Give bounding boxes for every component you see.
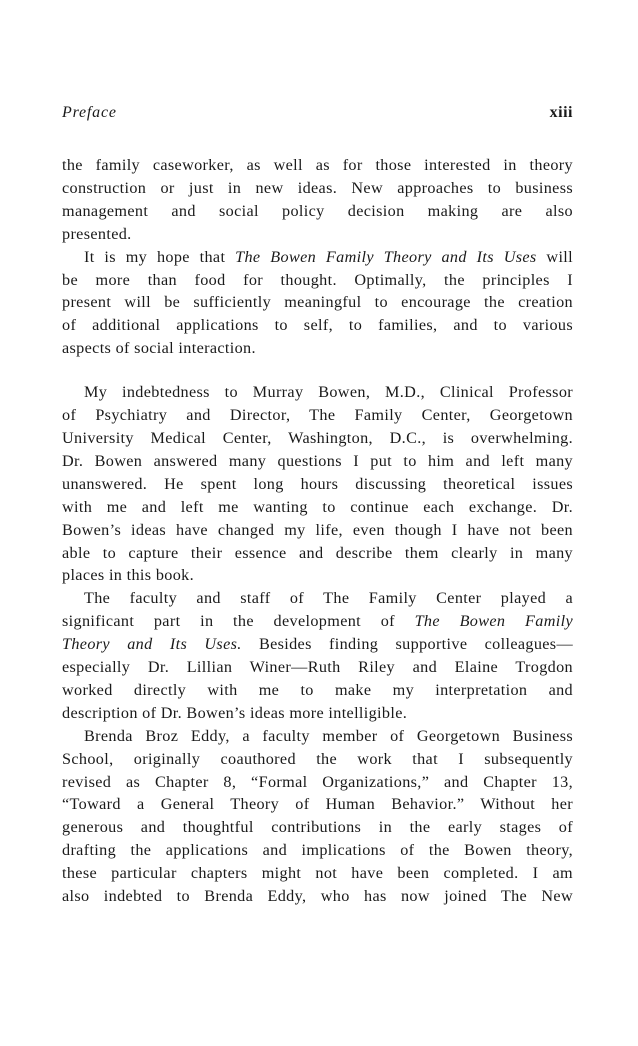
text-line: places in this book. bbox=[62, 566, 194, 585]
text-line: presented. bbox=[62, 224, 132, 243]
text-line: worked directly with me to make my interpretation and bbox=[62, 680, 573, 699]
text-line: also indebted to Brenda Eddy, who has now joined The New bbox=[62, 887, 573, 906]
text-line: The faculty and staff of The Family Center played a bbox=[84, 589, 573, 608]
text-line bbox=[62, 633, 573, 656]
text-line: the family caseworker, as well as for those interested in theory bbox=[62, 156, 573, 174]
text-line: be more than food for thought. Optimally, the principles I bbox=[62, 270, 573, 289]
paragraph bbox=[62, 246, 573, 361]
line-content: It is my hope that The Bowen Family Theory and Its Uses will bbox=[84, 247, 574, 266]
text-line bbox=[62, 610, 573, 633]
running-head bbox=[62, 104, 573, 130]
text-line: these particular chapters might not have been completed. I am bbox=[62, 864, 573, 883]
paragraph-gap bbox=[62, 360, 573, 381]
page-number: xiii bbox=[549, 104, 573, 121]
text-line: generous and thoughtful contributions in the early stages of bbox=[62, 818, 573, 837]
text-line: management and social policy decision making are also bbox=[62, 201, 573, 220]
paragraph bbox=[62, 587, 573, 724]
book-title: The Bowen Family bbox=[414, 612, 574, 631]
text-line: able to capture their essence and describe them clearly in many bbox=[62, 543, 573, 562]
text-line: University Medical Center, Washington, D.C., is overwhelming. bbox=[62, 428, 573, 447]
paragraph bbox=[62, 154, 573, 246]
running-head-title: Preface bbox=[62, 104, 117, 121]
text-line: School, originally coauthored the work that I subsequently bbox=[62, 749, 573, 768]
text-line: of additional applications to self, to families, and to various bbox=[62, 316, 573, 335]
text-line: present will be sufficiently meaningful to encourage the creation bbox=[62, 293, 573, 312]
text-line: revised as Chapter 8, “Formal Organizations,” and Chapter 13, bbox=[62, 772, 573, 791]
text-line: with me and left me wanting to continue each exchange. Dr. bbox=[62, 497, 573, 516]
text-line: of Psychiatry and Director, The Family Center, Georgetown bbox=[62, 406, 573, 425]
paragraph bbox=[62, 725, 573, 908]
text-line: Bowen’s ideas have changed my life, even though I have not been bbox=[62, 520, 573, 539]
book-title: Theory and Its Uses. bbox=[62, 635, 242, 654]
text-line: description of Dr. Bowen’s ideas more intelligible. bbox=[62, 703, 408, 722]
line-content: significant part in the development of The Bowen Family bbox=[62, 612, 574, 631]
text-line bbox=[62, 246, 573, 269]
text-line: unanswered. He spent long hours discussing theoretical issues bbox=[62, 474, 573, 493]
text-line: especially Dr. Lillian Winer—Ruth Riley and Elaine Trogdon bbox=[62, 658, 573, 677]
text-line: My indebtedness to Murray Bowen, M.D., Clinical Professor bbox=[84, 383, 573, 402]
paragraph bbox=[62, 381, 573, 587]
text-line: Dr. Bowen answered many questions I put to him and left many bbox=[62, 451, 573, 470]
body-text bbox=[62, 154, 573, 908]
text-line: Brenda Broz Eddy, a faculty member of Georgetown Business bbox=[84, 726, 573, 745]
text-line: drafting the applications and implications of the Bowen theory, bbox=[62, 841, 573, 860]
text-line: construction or just in new ideas. New approaches to business bbox=[62, 178, 573, 197]
text-line: aspects of social interaction. bbox=[62, 339, 256, 358]
book-page bbox=[62, 104, 573, 908]
book-title: The Bowen Family Theory and Its Uses bbox=[235, 247, 537, 266]
line-content: Theory and Its Uses. Besides finding supportive colleagues— bbox=[62, 635, 573, 654]
text-line: “Toward a General Theory of Human Behavior.” Without her bbox=[62, 795, 573, 814]
